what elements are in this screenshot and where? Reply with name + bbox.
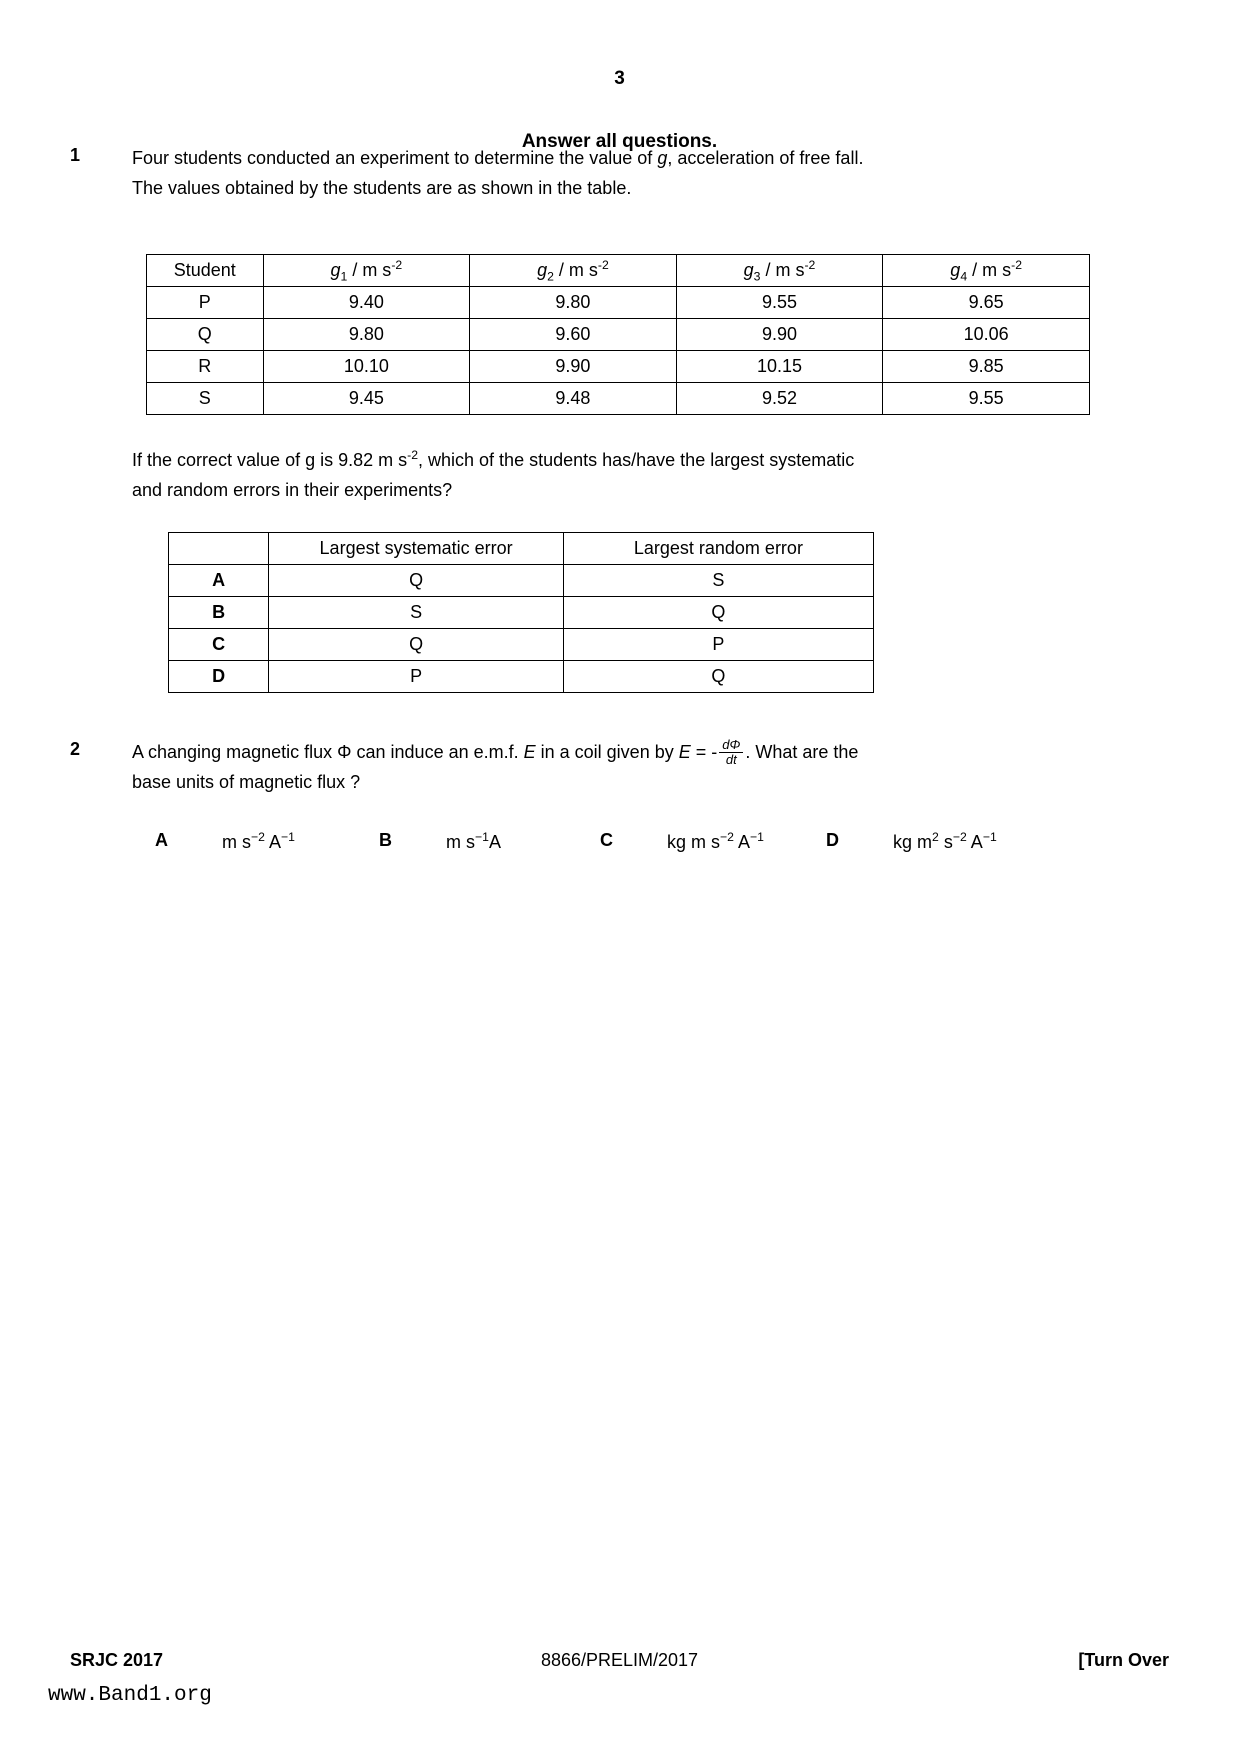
q1-stem-part-a: Four students conducted an experiment to determine the value of [132,148,658,168]
option-systematic: S [269,597,563,629]
header-g4: $g_4$ / m $s^{-2}$ [883,255,1090,287]
option-systematic: P [269,661,563,693]
option-label: C [169,629,269,661]
cell-g4: 10.06 [883,319,1090,351]
question-1-prompt [132,440,1092,505]
table-row [147,287,1090,319]
header-blank [169,533,269,565]
header-student: Student [147,255,264,287]
q2-option-c-label[interactable]: C [600,830,613,850]
q1-prompt-b: , which of the students has/have the largest systematic [418,450,855,470]
cell-g1: 10.10 [263,351,470,383]
cell-g1: 9.40 [263,287,470,319]
footer-exam-board: SRJC 2017 [70,1650,164,1670]
q2-option-c-value[interactable]: kg m $s^{-2}$ $A^{-1}$ [667,830,764,852]
q2-stem-c: in a coil given by [535,742,679,762]
cell-g2: 9.90 [470,351,677,383]
header-g1: $g_1$ / m $s^{-2}$ [263,255,470,287]
table-row [147,383,1090,415]
question-2-stem [132,737,1092,797]
header-random-error: Largest random error [563,533,873,565]
option-random: P [563,629,873,661]
results-table [146,254,1090,415]
header-g2: $g_2$ / m $s^{-2}$ [470,255,677,287]
option-row-b[interactable] [169,597,874,629]
q2-phi-symbol: Φ [337,742,352,762]
derivative-fraction [719,738,743,767]
cell-g2: 9.60 [470,319,677,351]
cell-g3: 9.90 [676,319,883,351]
cell-g3: 9.55 [676,287,883,319]
header-systematic-error: Largest systematic error [269,533,563,565]
option-row-a[interactable] [169,565,874,597]
q1-stem-part-c: , acceleration of free fall. [667,148,864,168]
cell-g4: 9.55 [883,383,1090,415]
option-random: Q [563,661,873,693]
q2-option-b-label[interactable]: B [379,830,392,850]
section-title: Answer all questions. [521,131,718,152]
q2-stem-a: A changing magnetic flux [132,742,338,762]
q2-equation-eq: = - [690,742,718,762]
q2-stem-b: can induce an e.m.f. [351,742,524,762]
table-row [147,351,1090,383]
cell-g2: 9.48 [470,383,677,415]
cell-g1: 9.45 [263,383,470,415]
option-row-c[interactable] [169,629,874,661]
cell-student: Q [147,319,264,351]
option-label: D [169,661,269,693]
q2-symbol-E: E [523,742,536,762]
q2-option-a-label[interactable]: A [155,830,168,850]
q2-option-d-exp3: −1 [982,830,997,844]
q2-option-b-value[interactable]: m $s^{-1}A$ [446,830,501,852]
cell-g3: 9.52 [676,383,883,415]
q1-prompt-a: If the correct value of g is 9.82 m s [132,450,408,470]
question-1-number: 1 [70,145,81,165]
cell-student: P [147,287,264,319]
cell-g2: 9.80 [470,287,677,319]
table-header-row [169,533,874,565]
q1-stem-line2: The values obtained by the students are as shown in the table. [132,178,632,198]
option-random: Q [563,597,873,629]
table-header-row [147,255,1090,287]
answer-options-table [168,532,874,693]
option-random: S [563,565,873,597]
table-row [147,319,1090,351]
cell-g1: 9.80 [263,319,470,351]
cell-g3: 10.15 [676,351,883,383]
option-systematic: Q [269,565,563,597]
header-g3: $g_3$ / m $s^{-2}$ [676,255,883,287]
q2-equation-E: E [678,742,691,762]
q2-stem-line2: base units of magnetic flux ? [132,772,361,792]
q1-prompt-exp: -2 [407,448,419,462]
q1-stem-symbol-g: g [657,148,668,168]
cell-student: R [147,351,264,383]
option-label: B [169,597,269,629]
option-systematic: Q [269,629,563,661]
page-number: 3 [614,68,625,89]
q2-option-d-label[interactable]: D [826,830,839,850]
footer-turn-over: [Turn Over [1078,1650,1169,1670]
fraction-numerator: dΦ [722,737,741,752]
q2-stem-d: . What are the [745,742,859,762]
q2-option-a-value[interactable]: m $s^{-2}$ $A^{-1}$ [222,830,295,852]
footer-paper-code: 8866/PRELIM/2017 [540,1650,699,1670]
question-2-number: 2 [70,739,81,759]
q2-option-d-value[interactable]: kg $m^2$ $s^{-2}$ $A^{-1}$ [893,830,997,852]
fraction-denominator: dt [719,752,743,767]
question-1-stem [132,143,1102,203]
cell-student: S [147,383,264,415]
option-label: A [169,565,269,597]
q1-prompt-line2: and random errors in their experiments? [132,480,453,500]
watermark-url: www.Band1.org [48,1684,212,1707]
cell-g4: 9.65 [883,287,1090,319]
cell-g4: 9.85 [883,351,1090,383]
option-row-d[interactable] [169,661,874,693]
